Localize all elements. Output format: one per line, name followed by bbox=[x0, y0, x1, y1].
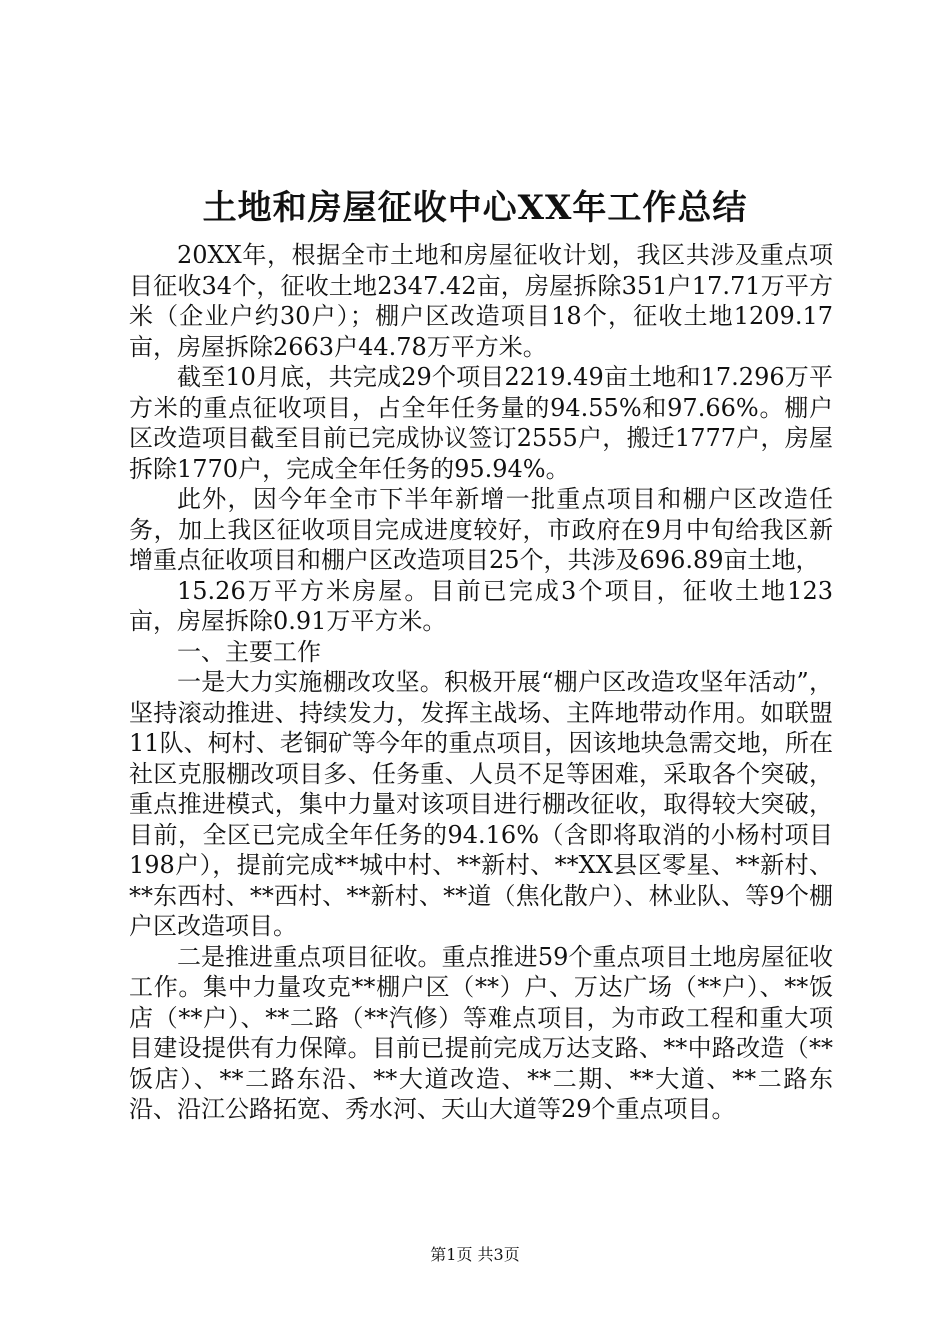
page-number-footer: 第1页 共3页 bbox=[430, 1245, 520, 1264]
paragraph-key-project-expropriation: 二是推进重点项目征收。重点推进59个重点项目土地房屋征收工作。集中力量攻克**棚户区（**）户、万达广场（**户）、**饭店（**户）、**二路（**汽修）等难点项目，为市政工程和重大项目建设提供有力保障。目前已提前完成万达支路、**中路改造（**饭店）、**二路东沿、**大道改造、**二期、**大道、**二路东沿、沿江公路拓宽、秀水河、天山大道等29个重点项目。 bbox=[129, 942, 833, 1123]
section-heading-main-work: 一、主要工作 bbox=[177, 637, 321, 666]
paragraph-shantytown-renovation: 一是大力实施棚改攻坚。积极开展“棚户区改造攻坚年活动”，坚持滚动推进、持续发力，发挥主战场、主阵地带动作用。如联盟11队、柯村、老铜矿等今年的重点项目，因该地块急需交地，所在社区克服棚改项目多、任务重、人员不足等困难，采取各个突破，重点推进模式，集中力量对该项目进行棚改征收，取得较大突破，目前，全区已完成全年任务的94.16%（含即将取消的小杨村项目198户），提前完成**城中村、**新村、**XX县区零星、**新村、**东西村、**西村、**新村、**道（焦化散户）、林业队、等9个棚户区改造项目。 bbox=[129, 668, 833, 940]
paragraph-new-projects-continued: 15.26万平方米房屋。目前已完成3个项目，征收土地123亩，房屋拆除0.91万平方米。 bbox=[129, 576, 833, 635]
paragraph-new-projects: 此外，因今年全市下半年新增一批重点项目和棚户区改造任务，加上我区征收项目完成进度较好，市政府在9月中旬给我区新增重点征收项目和棚户区改造项目25个，共涉及696.89亩土地， bbox=[129, 485, 833, 574]
paragraph-plan-summary: 20XX年，根据全市土地和房屋征收计划，我区共涉及重点项目征收34个，征收土地2347.42亩，房屋拆除351户17.71万平方米（企业户约30户）；棚户区改造项目18个，征收土地1209.17亩，房屋拆除2663户44.78万平方米。 bbox=[129, 241, 833, 361]
document-body bbox=[129, 240, 833, 1125]
document-title: 土地和房屋征收中心XX年工作总结 bbox=[202, 188, 748, 228]
paragraph-progress-october: 截至10月底，共完成29个项目2219.49亩土地和17.296万平方米的重点征收项目，占全年任务量的94.55%和97.66%。棚户区改造项目截至目前已完成协议签订2555户，搬迁1777户，房屋拆除1770户，完成全年任务的95.94%。 bbox=[129, 363, 833, 483]
